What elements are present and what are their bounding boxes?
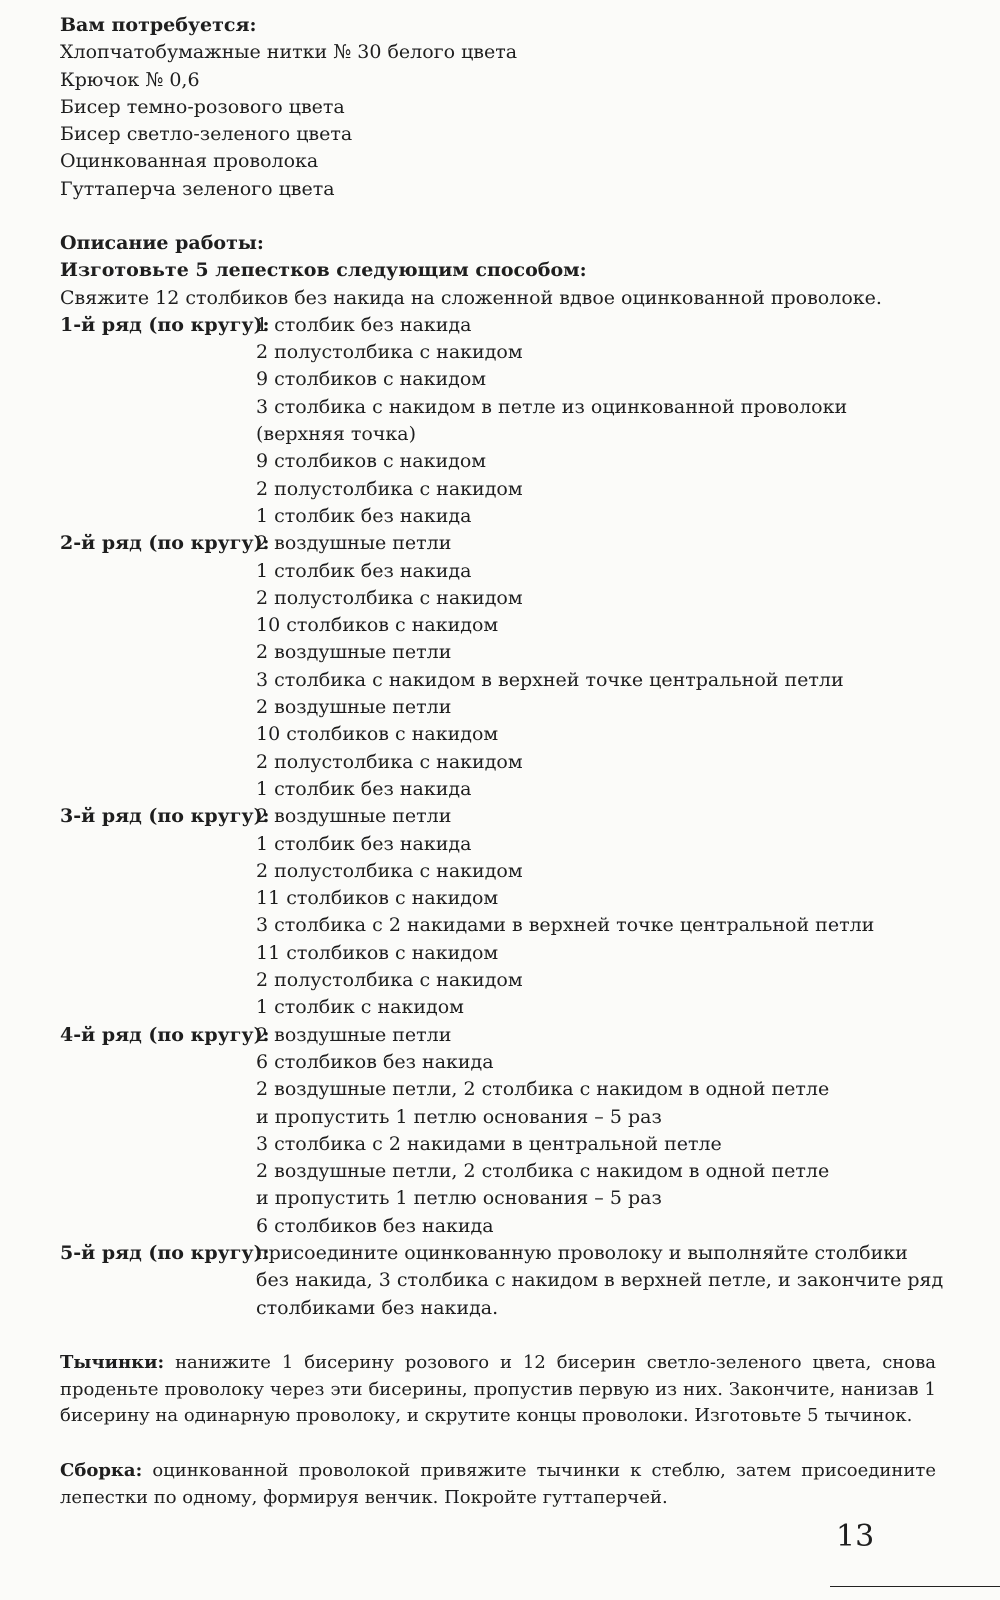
- row-3: [60, 803, 940, 1021]
- materials-item: Бисер темно-розового цвета: [60, 95, 345, 118]
- row-step: 1 столбик без накида: [256, 559, 472, 582]
- row-step: 2 полустолбика с накидом: [256, 341, 523, 364]
- page-number-rule: [830, 1586, 1000, 1587]
- materials-item: Оцинкованная проволока: [60, 150, 319, 173]
- row-step: 10 столбиков с накидом: [256, 723, 499, 746]
- row-step: 11 столбиков с накидом: [256, 887, 499, 910]
- row-label: 1-й ряд (по кругу):: [60, 313, 270, 336]
- work-heading: Описание работы:: [60, 232, 264, 254]
- row-step: 1 столбик с накидом: [256, 996, 464, 1019]
- stamens-label: Тычинки:: [60, 1352, 165, 1373]
- materials-item: Крючок № 0,6: [60, 68, 200, 91]
- row-step: 3 столбика с накидом в петле из оцинкованной проволоки: [256, 395, 848, 418]
- row-step: 3 столбика с накидом в верхней точке центральной петли: [256, 668, 844, 691]
- materials-heading: Вам потребуется:: [60, 14, 257, 36]
- row-step: и пропустить 1 петлю основания – 5 раз: [256, 1187, 662, 1210]
- row-step: 1 столбик без накида: [256, 313, 472, 336]
- row-step: 2 воздушные петли: [256, 1023, 452, 1046]
- row-step: 1 столбик без накида: [256, 504, 472, 527]
- row-step: 2 воздушные петли, 2 столбика с накидом в одной петле: [256, 1078, 830, 1101]
- row-step: 2 воздушные петли: [256, 641, 452, 664]
- row-step: 1 столбик без накида: [256, 832, 472, 855]
- row-step: 2 воздушные петли, 2 столбика с накидом в одной петле: [256, 1160, 830, 1183]
- page-number: 13: [836, 1519, 875, 1554]
- row-step: присоедините оцинкованную проволоку и выполняйте столбики: [256, 1241, 908, 1264]
- materials-item: Бисер светло-зеленого цвета: [60, 123, 353, 146]
- row-step: 2 полустолбика с накидом: [256, 586, 523, 609]
- row-step: 3 столбика с 2 накидами в центральной петле: [256, 1132, 722, 1155]
- row-label: 3-й ряд (по кругу):: [60, 805, 270, 828]
- row-step: 9 столбиков с накидом: [256, 450, 487, 473]
- row-label: 5-й ряд (по кругу):: [60, 1241, 270, 1264]
- row-step: столбиками без накида.: [256, 1296, 499, 1319]
- row-label: 4-й ряд (по кругу):: [60, 1023, 270, 1046]
- work-subheading: Изготовьте 5 лепестков следующим способом:: [60, 259, 587, 282]
- row-step: 11 столбиков с накидом: [256, 941, 499, 964]
- row-step: без накида, 3 столбика с накидом в верхней петле, и закончите ряд: [256, 1269, 944, 1292]
- assembly-paragraph: [60, 1458, 936, 1511]
- row-step: 6 столбиков без накида: [256, 1050, 494, 1073]
- row-step: и пропустить 1 петлю основания – 5 раз: [256, 1105, 662, 1128]
- row-step: 1 столбик без накида: [256, 777, 472, 800]
- materials-item: Хлопчатобумажные нитки № 30 белого цвета: [60, 41, 518, 64]
- row-4: [60, 1022, 940, 1240]
- work-intro: Свяжите 12 столбиков без накида на сложенной вдвое оцинкованной проволоке.: [60, 286, 882, 309]
- assembly-label: Сборка:: [60, 1460, 143, 1481]
- row-step: 9 столбиков с накидом: [256, 368, 487, 391]
- row-step: 2 полустолбика с накидом: [256, 969, 523, 992]
- row-step: 10 столбиков с накидом: [256, 614, 499, 637]
- row-step: 2 полустолбика с накидом: [256, 750, 523, 773]
- row-step: 2 воздушные петли: [256, 696, 452, 719]
- row-2: [60, 530, 940, 803]
- row-step: 2 полустолбика с накидом: [256, 477, 523, 500]
- stamens-text: нанижите 1 бисерину розового и 12 бисерин светло-зеленого цвета, снова проденьте проволоку через эти бисерины, пропустив первую из них. Закончите, нанизав 1 бисерину на одинарную проволоку, и скрутите концы проволоки. Изготовьте 5 тычинок.: [60, 1352, 936, 1426]
- row-step: 2 полустолбика с накидом: [256, 859, 523, 882]
- row-5: [60, 1240, 944, 1322]
- row-1: [60, 312, 940, 530]
- row-label: 2-й ряд (по кругу):: [60, 532, 270, 555]
- materials-section: [60, 12, 940, 203]
- row-step: (верхняя точка): [256, 423, 417, 446]
- row-step: 3 столбика с 2 накидами в верхней точке центральной петли: [256, 914, 875, 937]
- assembly-text: оцинкованной проволокой привяжите тычинки к стеблю, затем присоедините лепестки по одному, формируя венчик. Покройте гуттаперчей.: [60, 1460, 936, 1508]
- stamens-paragraph: [60, 1350, 936, 1430]
- work-section: [60, 230, 944, 1322]
- row-step: 2 воздушные петли: [256, 805, 452, 828]
- row-step: 2 воздушные петли: [256, 532, 452, 555]
- materials-item: Гуттаперча зеленого цвета: [60, 177, 335, 200]
- row-step: 6 столбиков без накида: [256, 1214, 494, 1237]
